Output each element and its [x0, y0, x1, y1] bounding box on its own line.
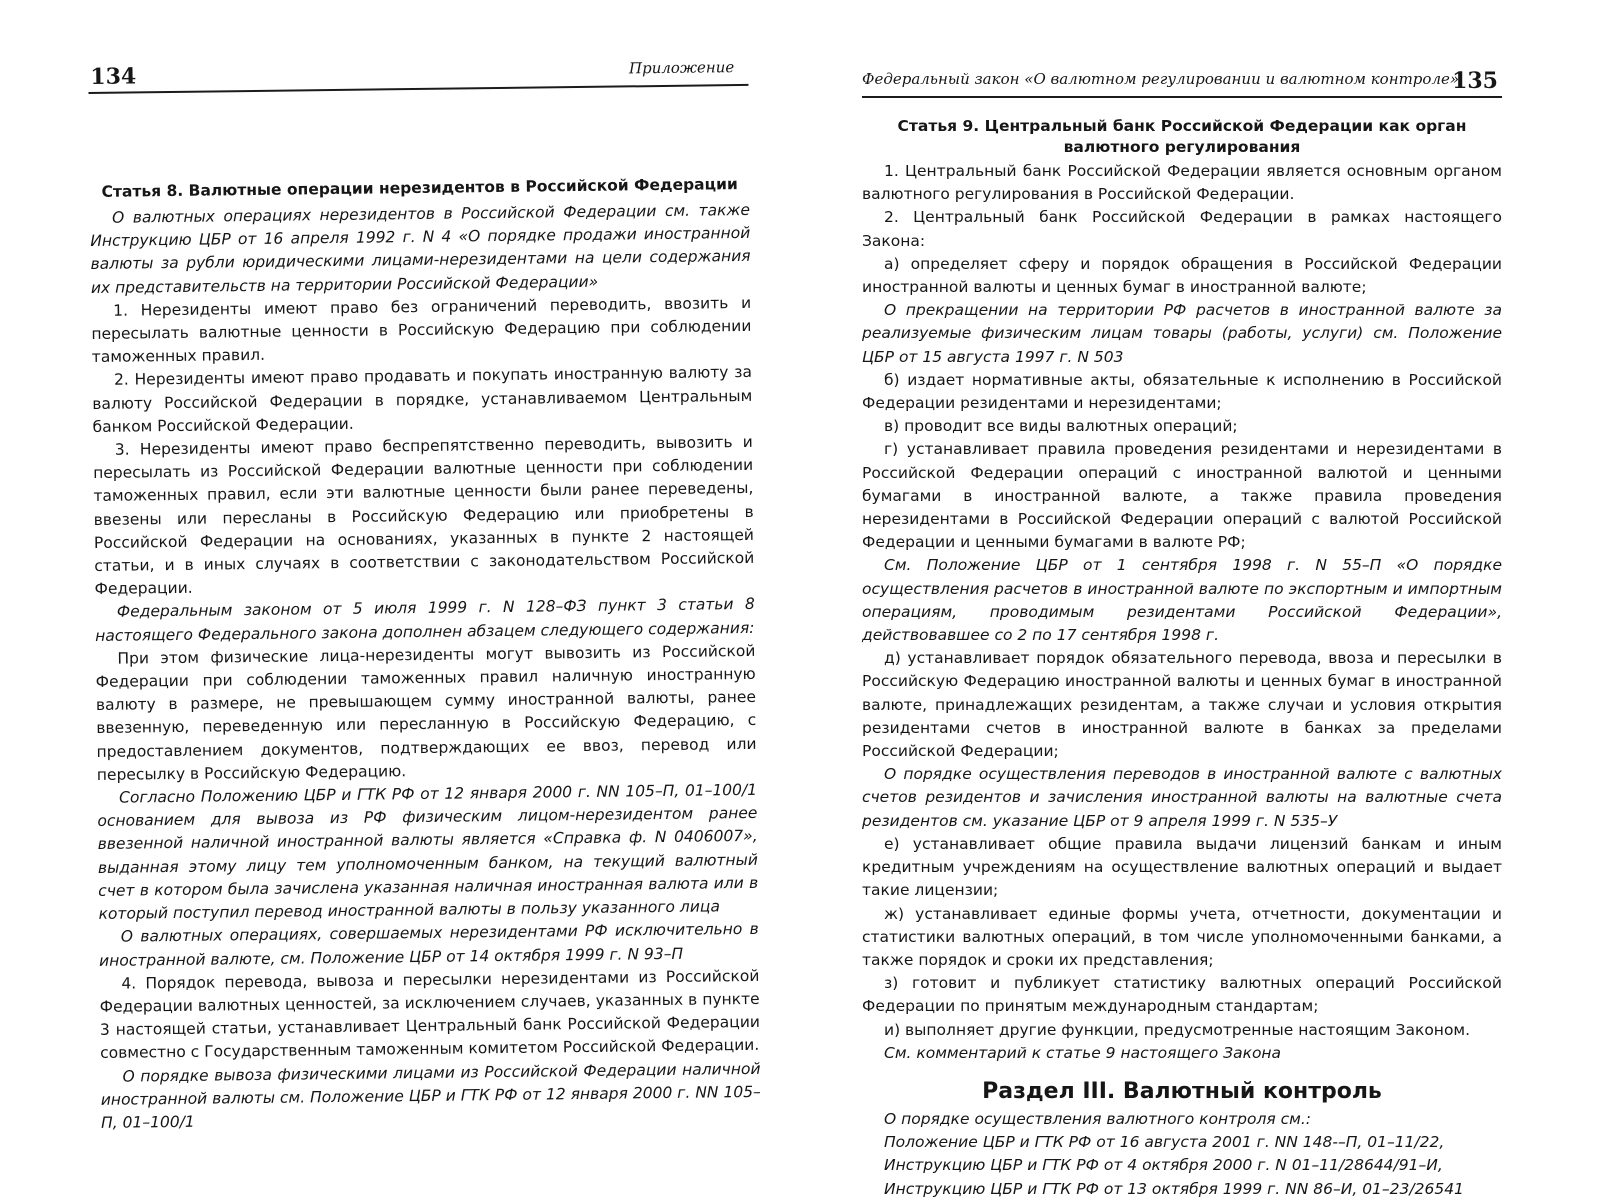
section-note-line: Положение ЦБР и ГТК РФ от 16 августа 2001 г. NN 148-–П, 01–11/22, — [884, 1133, 1445, 1152]
page-number: 134 — [90, 63, 137, 90]
right-page — [862, 56, 1502, 1201]
section-title: Раздел III. Валютный контроль — [982, 1078, 1382, 1104]
section-note-line: О порядке осуществления валютного контроля см.: — [884, 1109, 1311, 1128]
editorial-note: См. комментарий к статье 9 настоящего Закона — [884, 1043, 1282, 1062]
article-paragraph: и) выполняет другие функции, предусмотренные настоящим Законом. — [884, 1020, 1471, 1039]
article-paragraph: ж) устанавливает единые формы учета, отчетности, документации и статистики валютных операций, в том числе уполномоченными банками, а также порядок и сроки их представления; — [862, 904, 1502, 969]
editorial-note: Федеральным законом от 5 июля 1999 г. N 128–ФЗ пункт 3 статьи 8 настоящего Федерального закона дополнен абзацем следующего содержания: — [95, 595, 755, 645]
article-paragraph: з) готовит и публикует статистику валютных операций Российской Федерации по принятым международным стандартам; — [862, 974, 1502, 1016]
article-body — [862, 160, 1502, 1065]
article-paragraph: 3. Нерезиденты имеют право беспрепятственно переводить, вывозить и пересылать из Российской Федерации валютные ценности при соблюдении таможенных правил, если эти валютные ценности были ранее переведены, ввезены или пересланы в Российскую Федерацию или приобретены в Российской Федерации на основаниях, указанных в пункте 2 настоящей статьи, и в иных случаях в соответствии с законодательством Российской Федерации. — [93, 432, 755, 599]
article-paragraph: 4. Порядок перевода, вывоза и пересылки нерезидентами из Российской Федерации валютных ценностей, за исключением случаев, указанных в пункте 3 настоящей статьи, устанавливает Центральный банк Российской Федерации совместно с Государственным таможенным комитетом Российской Федерации. — [99, 966, 761, 1063]
article-paragraph: 1. Центральный банк Российской Федерации является основным органом валютного регулирования в Российской Федерации. — [862, 162, 1502, 204]
editorial-note: О прекращении на территории РФ расчетов в иностранной валюте за реализуемые физическим лицам товары (работы, услуги) см. Положение ЦБР от 15 августа 1997 г. N 503 — [862, 301, 1502, 366]
section-notes — [862, 1108, 1502, 1201]
running-title: Федеральный закон «О валютном регулировании и валютном контроле» — [862, 70, 1460, 88]
article-title: Статья 8. Валютные операции нерезидентов в Российской Федерации — [101, 175, 738, 201]
editorial-note: О порядке вывоза физическими лицами из Российской Федерации наличной иностранной валюты см. Положение ЦБР и ГТК РФ от 12 января 2000 г. NN 105–П, 01–100/1 — [100, 1059, 761, 1132]
page-number: 135 — [1452, 68, 1498, 94]
article-body — [90, 199, 761, 1135]
article-paragraph: 2. Нерезиденты имеют право продавать и покупать иностранную валюту за валюту Российской Федерации в порядке, устанавливаемом Центральным банком Российской Федерации. — [92, 363, 753, 436]
editorial-note: Согласно Положению ЦБР и ГТК РФ от 12 января 2000 г. NN 105–П, 01–100/1 основанием для вывоза из РФ физическим лицом-нерезидентом ранее ввезенной наличной иностранной валюты является «Справка ф. N 0406007», выданная этому лицу тем уполномоченным банком, на текущий валютный счет в котором была зачислена указанная наличная иностранная валюта или в который поступил перевод иностранной валюты в пользу указанного лица — [97, 780, 759, 924]
section-note-line: Инструкцию ЦБР и ГТК РФ от 13 октября 1999 г. NN 86–И, 01–23/26541 — [884, 1179, 1464, 1198]
article-paragraph: При этом физические лица-нерезиденты могут вывозить из Российской Федерации при соблюдении таможенных правил наличную иностранную валюту в размере, не превышающем сумму иностранной валюты, ранее ввезенную, переведенную или пересланную в Российскую Федерацию, с предоставлением документов, подтверждающих ее ввоз, перевод или пересылку в Российскую Федерацию. — [95, 641, 757, 784]
editorial-note: См. Положение ЦБР от 1 сентября 1998 г. N 55–П «О порядке осуществления расчетов в иностранной валюте по экспортным и импортным операциям, проводимым резидентами Российской Федерации», действовавшее со 2 по 17 сентября 1998 г. — [862, 556, 1502, 645]
article-paragraph: д) устанавливает порядок обязательного перевода, ввоза и пересылки в Российскую Федерацию иностранной валюты и ценных бумаг в иностранной валюте, принадлежащих резидентам, а также случаи и условия открытия резидентами счетов в иностранной валюте в банках за пределами Российской Федерации; — [862, 649, 1502, 761]
article-paragraph: 2. Центральный банк Российской Федерации в рамках настоящего Закона: — [862, 208, 1502, 250]
article-paragraph: б) издает нормативные акты, обязательные к исполнению в Российской Федерации резидентами и нерезидентами; — [862, 370, 1502, 413]
running-header — [88, 44, 748, 94]
article-paragraph: в) проводит все виды валютных операций; — [884, 417, 1238, 436]
article-paragraph: г) устанавливает правила проведения резидентами и нерезидентами в Российской Федерации операций с иностранной валютой и ценными бумагами в иностранной валюте, а также правила проведения нерезидентами в Российской Федерации операций с валютой Российской Федерации и ценными бумагами в валюте РФ; — [862, 440, 1502, 552]
article-title: Статья 9. Центральный банк Российской Федерации как орган валютного регулирования — [897, 117, 1467, 156]
article-paragraph: а) определяет сферу и порядок обращения в Российской Федерации иностранной валюты и ценных бумаг в иностранной валюте; — [862, 254, 1502, 297]
editorial-note: О валютных операциях, совершаемых нерезидентами РФ исключительно в иностранной валюте, см. Положение ЦБР от 14 октября 1999 г. N 93–П — [98, 920, 759, 970]
section-note-line: Инструкцию ЦБР и ГТК РФ от 4 октября 2000 г. N 01–11/28644/91–И, — [884, 1156, 1443, 1175]
left-page — [88, 44, 761, 1135]
editorial-note: О валютных операциях нерезидентов в Российской Федерации см. также Инструкцию ЦБР от 16 апреля 1992 г. N 4 «О порядке продажи иностранной валюты за рубли юридическими лицами-нерезидентами на цели содержания их представительств на территории Российской Федерации» — [90, 200, 751, 297]
editorial-note: О порядке осуществления переводов в иностранной валюте с валютных счетов резидентов и зачисления иностранной валюты на валютные счета резидентов см. указание ЦБР от 9 апреля 1999 г. N 535–У — [862, 765, 1502, 830]
running-title: Приложение — [628, 58, 735, 78]
article-paragraph: 1. Нерезиденты имеют право без ограничений переводить, ввозить и пересылать валютные ценности в Российскую Федерацию при соблюдении таможенных правил. — [91, 293, 752, 367]
running-header — [862, 56, 1502, 98]
article-paragraph: е) устанавливает общие правила выдачи лицензий банкам и иным кредитным учреждениям на осуществление валютных операций и выдает такие лицензии; — [862, 834, 1502, 900]
